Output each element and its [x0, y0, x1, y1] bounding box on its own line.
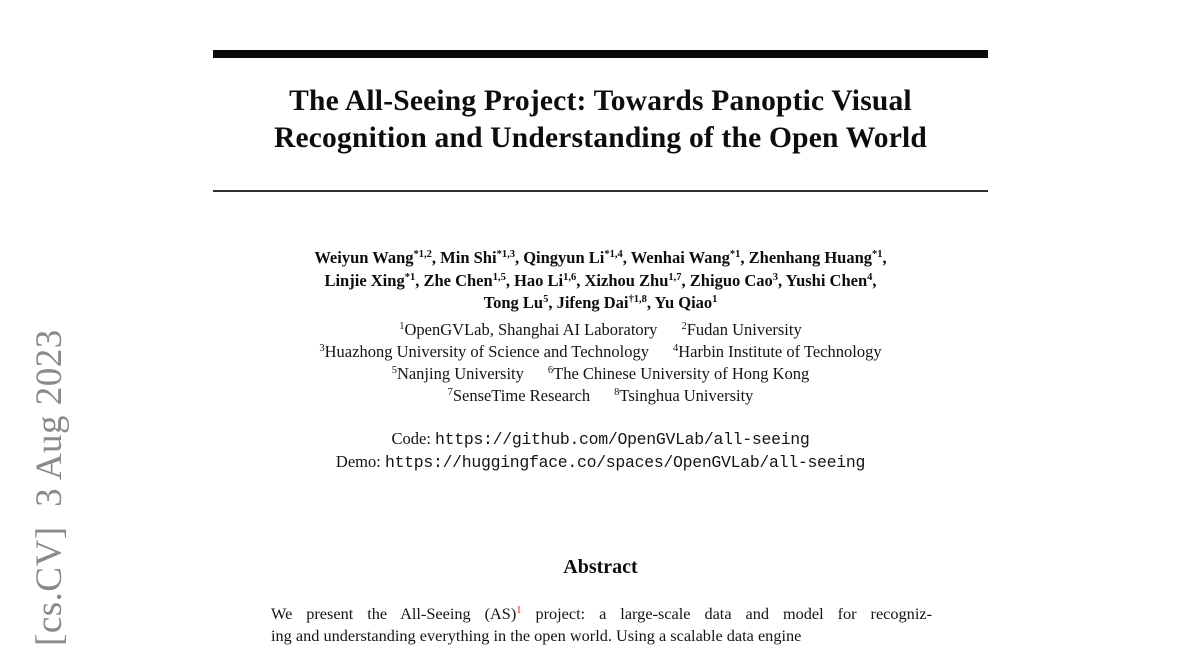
author-superscript: †1,8 [628, 294, 647, 305]
author-name: Zhe Chen [423, 270, 493, 290]
author-separator: , [514, 248, 524, 267]
affiliation-line [213, 363, 988, 385]
author-separator: , [415, 270, 424, 290]
author-superscript: *1 [404, 271, 416, 283]
author-name: Min Shi [440, 248, 497, 267]
author-name: Zhenhang Huang [748, 248, 873, 267]
author-separator: , [646, 293, 655, 312]
author-name: Weiyun Wang [314, 248, 414, 267]
author-superscript: *1,2 [413, 249, 432, 260]
title-rule-top [213, 50, 988, 58]
paper-title-line2: Recognition and Understanding of the Open World [273, 122, 928, 154]
author-separator: , [548, 293, 557, 312]
author-superscript: 1 [712, 294, 718, 305]
author-separator: , [576, 270, 585, 290]
affiliation-name: Fudan University [686, 320, 802, 339]
affiliation-name: SenseTime Research [452, 386, 591, 405]
affiliation-item [319, 342, 649, 361]
abstract-text-pre: We present the All-Seeing (AS) [271, 604, 517, 623]
demo-label: Demo: [335, 451, 381, 471]
abstract-line-1 [271, 603, 932, 625]
affiliation-superscript: 8 [614, 387, 620, 398]
affiliation-item [614, 386, 753, 405]
author-superscript: 4 [867, 271, 873, 283]
resource-links [213, 428, 988, 473]
affiliation-name: Harbin Institute of Technology [678, 342, 882, 361]
affiliation-superscript: 7 [447, 387, 453, 398]
abstract-text-post: project: a large-scale data and model for recogniz- [521, 604, 932, 623]
author-superscript: 3 [772, 271, 779, 283]
author-name: Hao Li [514, 270, 564, 290]
author-superscript: 1,7 [668, 271, 682, 283]
author-separator: , [882, 248, 887, 267]
title-rule-bottom [213, 190, 988, 192]
affiliation-item [399, 320, 657, 339]
affiliation-superscript: 6 [547, 365, 554, 376]
author-name: Wenhai Wang [630, 248, 730, 267]
author-superscript: 1,5 [492, 271, 506, 283]
author-name: Yushi Chen [785, 270, 868, 290]
affiliation-item [681, 320, 801, 339]
affiliation-superscript: 5 [391, 365, 397, 376]
affiliation-superscript: 3 [319, 343, 325, 354]
affiliation-superscript: 1 [399, 321, 405, 332]
affiliation-line [213, 341, 988, 363]
demo-url-link[interactable]: https://huggingface.co/spaces/OpenGVLab/all-seeing [384, 452, 866, 472]
author-separator: , [681, 270, 690, 290]
abstract-footnote-marker[interactable]: 1 [516, 605, 522, 616]
paper-title-line1: The All-Seeing Project: Towards Panoptic Visual [289, 85, 912, 117]
author-superscript: *1 [872, 249, 883, 260]
author-line [213, 247, 988, 270]
abstract-paragraph [271, 603, 932, 646]
paper-column [213, 0, 988, 648]
code-url-link[interactable]: https://github.com/OpenGVLab/all-seeing [435, 430, 810, 449]
author-separator: , [872, 270, 877, 290]
author-superscript: *1,3 [496, 249, 515, 260]
affiliation-item [448, 386, 591, 405]
affiliation-line [213, 385, 988, 407]
author-separator: , [778, 270, 786, 290]
author-line [213, 292, 988, 315]
affiliation-name: OpenGVLab, Shanghai AI Laboratory [404, 320, 658, 339]
author-superscript: *1 [729, 249, 741, 260]
author-name: Linjie Xing [324, 270, 405, 290]
author-separator: , [505, 270, 515, 290]
abstract-line-2: ing and understanding everything in the open world. Using a scalable data engine [271, 625, 802, 645]
author-block [213, 247, 988, 315]
affiliation-item [548, 364, 809, 383]
arxiv-watermark: [cs.CV] 3 Aug 2023 [29, 329, 70, 646]
author-name: Xizhou Zhu [584, 270, 669, 290]
affiliation-name: Huazhong University of Science and Technology [324, 342, 649, 361]
affiliation-superscript: 4 [672, 343, 679, 354]
author-superscript: *1,4 [604, 249, 623, 260]
affiliation-item [392, 364, 524, 383]
code-label: Code: [391, 429, 431, 448]
affiliation-name: The Chinese University of Hong Kong [553, 364, 810, 383]
code-link-line [213, 428, 988, 451]
affiliation-superscript: 2 [681, 321, 687, 332]
author-superscript: 1,6 [563, 271, 577, 283]
abstract-heading: Abstract [563, 556, 638, 578]
affiliation-line [213, 319, 988, 341]
author-name: Qingyun Li [523, 248, 605, 267]
affiliation-name: Nanjing University [396, 364, 524, 383]
author-separator: , [740, 248, 749, 267]
author-line [213, 270, 988, 293]
demo-link-line [213, 451, 988, 474]
paper-title [213, 83, 988, 157]
author-name: Tong Lu [483, 293, 544, 312]
author-separator: , [622, 248, 631, 267]
author-name: Zhiguo Cao [689, 270, 773, 290]
author-superscript: 5 [543, 294, 549, 305]
author-name: Jifeng Dai [556, 293, 629, 312]
author-name: Yu Qiao [654, 293, 713, 312]
author-separator: , [431, 248, 441, 267]
affiliation-item [673, 342, 882, 361]
affiliation-block [213, 319, 988, 407]
affiliation-name: Tsinghua University [619, 386, 754, 405]
